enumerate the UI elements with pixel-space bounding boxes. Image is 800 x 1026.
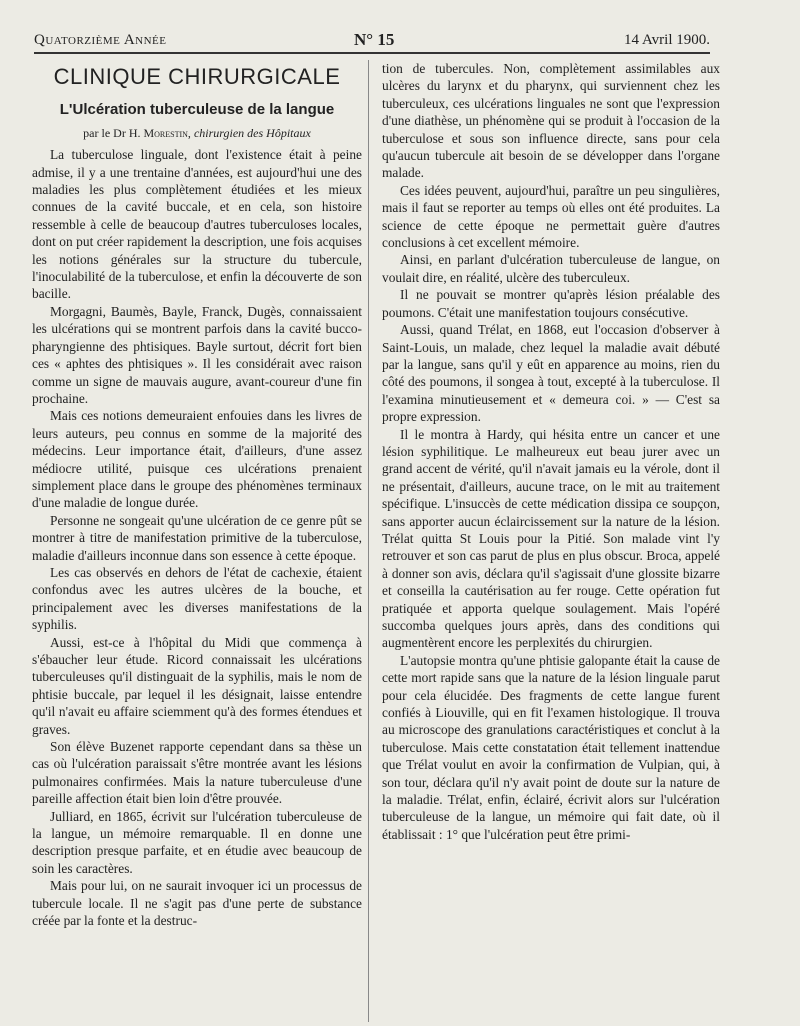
page-header bbox=[34, 30, 710, 52]
right-column bbox=[382, 60, 720, 843]
left-column bbox=[32, 60, 362, 930]
paragraph: Son élève Buzenet rapporte cependant dans sa thèse un cas où l'ulcération paraissait s'être montrée avant les lésions pulmonaires confirmées. Mais la nature tuberculeuse d'une pareille affection était bien loin d'être prouvée. bbox=[32, 739, 362, 807]
paragraph: Il le montra à Hardy, qui hésita entre un cancer et une lésion syphilitique. Le malheureux eut beau jurer avec un grand accent de vérité, qu'il n'avait jamais eu la vérole, dont il ne présentait, d'ailleurs, aucune trace, on le mit au traitement spécifique. L'insuccès de cette médication dissipa ce soupçon, sans apporter aucun éclaircissement sur la nature de la lésion. Trélat quitta St Louis pour la Pitié. Son malade vint l'y retrouver et son cas parut de plus en plus obscur. Broca, appelé à donner son avis, déclara qu'il s'agissait d'une glossite bizarre et conseilla la cautérisation au fer rouge. Cette opération fut pratiquée et apporta quelque soulagement. Mais l'opéré succomba quelques jours après, dans des conditions qui augmentèrent encore les perplexités du chirurgien. bbox=[382, 426, 720, 651]
column-divider bbox=[368, 60, 369, 1022]
paragraph: L'autopsie montra qu'une phtisie galopante était la cause de cette mort rapide sans que la nature de la lésion linguale parut pour cela élucidée. Des fragments de cette langue furent confiés à Liouville, qui en fit l'examen histologique. Il trouva au microscope des granulations caractéristiques et conclut à la tuberculose. Mais cette constatation était tellement inattendue que Trélat voulut en avoir la confirmation de Vulpian, qui, à son tour, déclara qu'il n'y avait point de doute sur la nature de la maladie. Trélat, enfin, éclairé, écrivit alors sur l'ulcération tuberculeuse de la langue, un mémoire qui fait date, où il établissait : 1° que l'ulcération peut être primi- bbox=[382, 652, 720, 842]
paragraph: Ainsi, en parlant d'ulcération tuberculeuse de langue, on voulait dire, en réalité, ulcère des tuberculeux. bbox=[382, 252, 720, 285]
paragraph: Ces idées peuvent, aujourd'hui, paraître un peu singulières, mais il faut se reporter au temps où elles ont été produites. La science de cette époque ne permettait guère d'autres conclusions à cet excellent mémoire. bbox=[382, 182, 720, 251]
paragraph: Personne ne songeait qu'une ulcération de ce genre pût se montrer à titre de manifestation primitive de la tuberculose, maladie d'ailleurs inconnue dans son essence à cette époque. bbox=[32, 512, 362, 563]
paragraph: Aussi, quand Trélat, en 1868, eut l'occasion d'observer à Saint-Louis, un malade, chez lequel la maladie avait débuté par la langue, sans qu'il y eût en apparence au moins, rien du côté des poumons, il songea à tout, excepté à la tuberculose. Il l'examina minutieusement et « demeura coi. » — C'est sa propre expression. bbox=[382, 322, 720, 425]
header-rule bbox=[34, 52, 710, 54]
paragraph: Mais pour lui, on ne saurait invoquer ici un processus de tubercule locale. Il ne s'agit pas d'une perte de substance créée par la fonte et la destruc- bbox=[32, 878, 362, 929]
paragraph: Il ne pouvait se montrer qu'après lésion préalable des poumons. C'était une manifestation toujours consécutive. bbox=[382, 287, 720, 320]
section-title: CLINIQUE CHIRURGICALE bbox=[53, 64, 341, 89]
article-title: L'Ulcération tuberculeuse de la langue bbox=[59, 101, 335, 119]
paragraph: Julliard, en 1865, écrivit sur l'ulcération tuberculeuse de la langue, un mémoire remarquable. Il en donne une description presque parfaite, et en étudie avec beaucoup de soin les caractères. bbox=[32, 808, 362, 876]
header-year: Quatorzième Année bbox=[34, 32, 167, 48]
paragraph: Morgagni, Baumès, Bayle, Franck, Dugès, connaissaient les ulcérations qui se montrent parfois dans la cavité bucco-pharyngienne des phtisiques. Bayle surtout, décrit fort bien ces « aphtes des phtisiques ». Il les considérait avec raison comme un signe de mauvais augure, avant-coureur d'une fin prochaine. bbox=[32, 303, 362, 406]
paragraph: Mais ces notions demeuraient enfouies dans les livres de leurs auteurs, peu connus en somme de la majorité des médecins. Leur importance était, d'ailleurs, d'une assez médiocre utilité, puisque ces ulcérations prenaient simplement place dans le groupe des phénomènes terminaux d'une maladie de longue durée. bbox=[32, 408, 362, 511]
header-issue-number: N° 15 bbox=[354, 30, 395, 49]
paragraph: La tuberculose linguale, dont l'existence était à peine admise, il y a une trentaine d'années, est aujourd'hui une des maladies les plus complètement étudiées et les mieux connues de la cavité buccale, et en cela, son histoire ressemble à celle de beaucoup d'autres tuberculoses locales, dont on put créer rapidement la description, une fois acquises les notions générales sur la structure du tubercule, l'inoculabilité de la tuberculose, et enfin la découverte de son bacille. bbox=[32, 147, 362, 302]
paragraph: Les cas observés en dehors de l'état de cachexie, étaient confondus avec les autres ulcères de la bouche, et principalement avec les diverses manifestations de la syphilis. bbox=[32, 564, 362, 633]
paragraph: Aussi, est-ce à l'hôpital du Midi que commença à s'ébaucher leur étude. Ricord connaissait les ulcérations tuberculeuses qu'il distinguait de la syphilis, mais le nom de phtisie buccale, par lequel il les désignait, laisse entendre qu'il n'avait eu affaire sciemment qu'à des formes étendues et graves. bbox=[32, 634, 362, 737]
paragraph: tion de tubercules. Non, complètement assimilables aux ulcères du larynx et du pharynx, qui surviennent chez les tuberculeux, ces ulcérations linguales ne sont que l'expression d'une diathèse, un phénomène qui se produit à l'occasion de la tuberculose et sous son influence directe, sans pour cela qu'aucun tubercule ait besoin de se développer dans l'organe malade. bbox=[382, 61, 720, 181]
byline bbox=[32, 125, 362, 142]
byline-prefix: par le Dr H. bbox=[83, 125, 141, 140]
byline-role: chirurgien des Hôpitaux bbox=[193, 125, 311, 140]
header-date: 14 Avril 1900. bbox=[624, 32, 710, 48]
byline-author: Morestin, bbox=[143, 125, 191, 140]
